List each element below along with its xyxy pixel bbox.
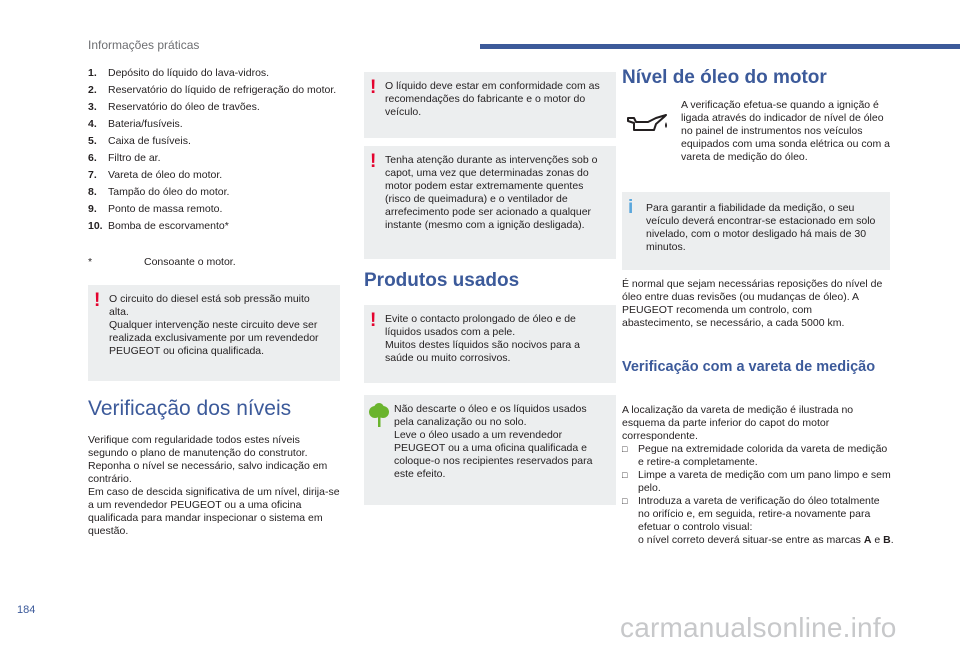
- warning-box-hot-engine: ! Tenha atenção durante as intervenções sob o capot, uma vez que determinadas zonas do motor podem estar extremamente quentes (risco de queimadura) e o ventilador de arrefecimento pode ser acionado a qualquer instante (mesmo com a ignição desligada).: [364, 146, 616, 259]
- watermark: carmanualsonline.info: [620, 612, 897, 643]
- section-title-products: Produtos usados: [364, 270, 520, 291]
- info-icon: i: [628, 197, 634, 218]
- dipstick-section: [622, 404, 894, 547]
- levels-paragraph: Verifique com regularidade todos estes níveis segundo o plano de manutenção do construtor. Reponha o nível se necessário, salvo indicação em contrário. Em caso de descida significativa de um nível, dirija-se a um revendedor PEUGEOT ou a uma oficina qualificada para mandar inspecionar o sistema em questão.: [88, 434, 340, 537]
- subsection-title-dipstick: Verificação com a vareta de medição: [622, 359, 876, 375]
- oil-level-paragraph: É normal que sejam necessárias reposições do nível de óleo entre duas revisões (ou mudanças de óleo). A PEUGEOT recomenda um controlo, com abastecimento, se necessário, a cada 5000 km.: [622, 278, 883, 329]
- dipstick-intro: A localização da vareta de medição é ilustrada no esquema da parte inferior do capot do motor correspondente.: [622, 404, 854, 442]
- warning-box-diesel: ! O circuito do diesel está sob pressão muito alta. Qualquer intervenção neste circuito deve ser realizada exclusivamente por um revendedor PEUGEOT ou oficina qualificada.: [88, 285, 340, 381]
- eco-box: Não descarte o óleo e os líquidos usados pela canalização ou no solo. Leve o óleo usado a um revendedor PEUGEOT ou a uma oficina qualificada e coloque-o nos recipientes reservados para este efeito.: [364, 395, 616, 505]
- list-item: 10. Bomba de escorvamento*: [88, 220, 229, 232]
- section-title-oil-level: Nível de óleo do motor: [622, 67, 827, 88]
- mark-a-label: A: [863, 534, 872, 546]
- checkbox-bullet-icon: □: [622, 470, 628, 480]
- page-number: 184: [17, 604, 36, 616]
- list-item: 4. Bateria/fusíveis.: [88, 118, 183, 130]
- list-item: 2. Reservatório do líquido de refrigeração do motor.: [88, 84, 337, 96]
- warning-box-products: ! Evite o contacto prolongado de óleo e de líquidos usados com a pele. Muitos destes líquidos são nocivos para a saúde ou muito corrosivos.: [364, 305, 616, 383]
- info-box-measurement: i Para garantir a fiabilidade da medição, o seu veículo deverá encontrar-se estacionado em solo nivelado, com o motor desligado há mais de 30 minutos.: [622, 192, 890, 270]
- oil-can-icon: [626, 112, 668, 139]
- mark-b-label: B: [883, 534, 891, 546]
- list-item: 7. Vareta de óleo do motor.: [88, 169, 223, 181]
- header-bar: [480, 44, 960, 49]
- exclamation-icon: !: [370, 310, 377, 331]
- exclamation-icon: !: [94, 290, 101, 311]
- warning-box-conformity: ! O líquido deve estar em conformidade com as recomendações do fabricante e o motor do veículo.: [364, 72, 616, 138]
- components-list: [88, 66, 340, 236]
- dipstick-steps: [622, 443, 894, 547]
- checkbox-bullet-icon: □: [622, 444, 628, 454]
- footnote: * Consoante o motor.: [88, 256, 236, 268]
- section-title-levels: Verificação dos níveis: [88, 397, 292, 420]
- list-item: □ Pegue na extremidade colorida da vareta de medição e retire-a completamente.: [622, 443, 888, 468]
- list-item: 1. Depósito do líquido do lava-vidros.: [88, 67, 270, 79]
- list-item: □ Introduza a vareta de verificação do óleo totalmente no orifício e, em seguida, retire-a novamente para efetuar o controlo visual: o nível correto deverá situar-se entre as marcas A e B.: [622, 495, 894, 546]
- tree-icon: [368, 403, 390, 433]
- list-item: 5. Caixa de fusíveis.: [88, 135, 191, 147]
- section-header: Informações práticas: [88, 38, 200, 52]
- exclamation-icon: !: [370, 77, 377, 98]
- list-item: 9. Ponto de massa remoto.: [88, 203, 223, 215]
- list-item: 6. Filtro de ar.: [88, 152, 161, 164]
- list-item: 3. Reservatório do óleo de travões.: [88, 101, 260, 113]
- list-item: 8. Tampão do óleo do motor.: [88, 186, 230, 198]
- oil-level-intro: A verificação efetua-se quando a ignição é ligada através do indicador de nível de óleo no painel de instrumentos nos veículos equipados com uma sonda elétrica ou com a vareta de medição do óleo.: [681, 99, 890, 163]
- checkbox-bullet-icon: □: [622, 496, 628, 506]
- list-item: □ Limpe a vareta de medição com um pano limpo e sem pelo.: [622, 469, 891, 494]
- exclamation-icon: !: [370, 151, 377, 172]
